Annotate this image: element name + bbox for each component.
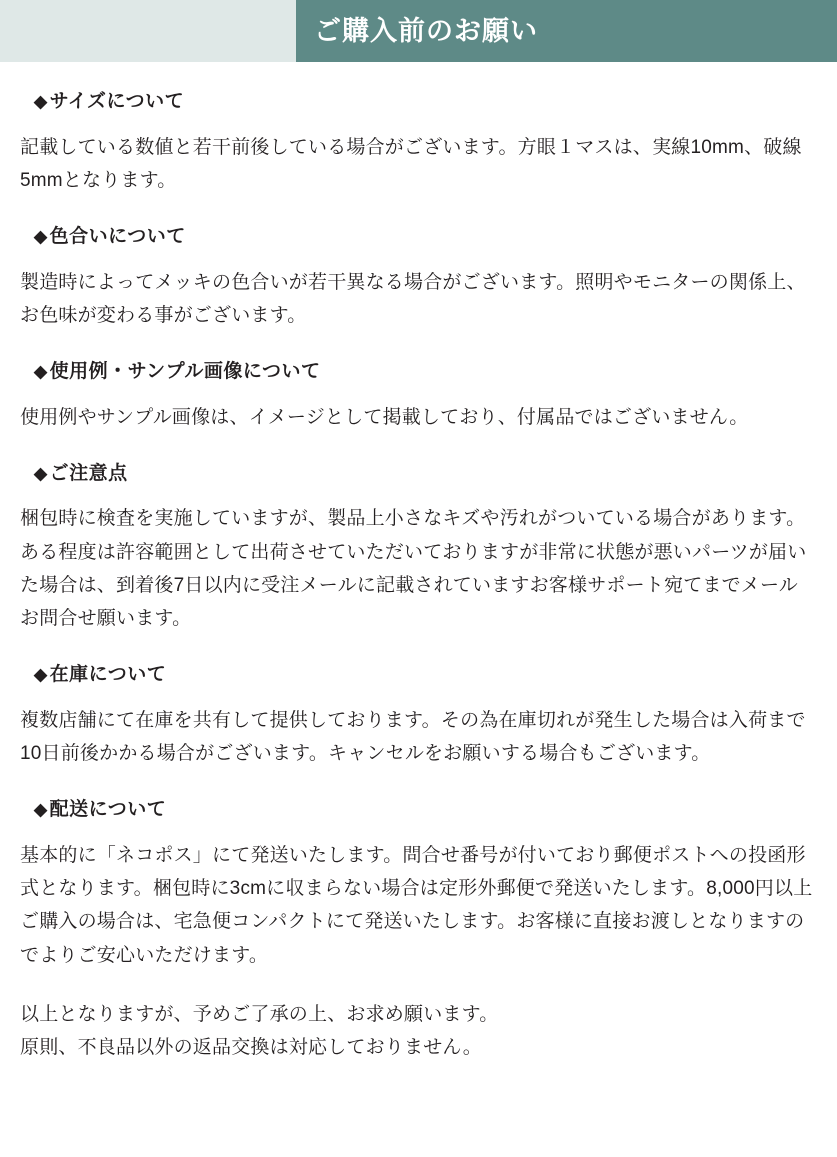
diamond-icon: ◆ [34, 463, 48, 483]
section-heading [18, 635, 819, 690]
section-heading-label: 在庫について [49, 664, 167, 686]
section-heading-label: 色合いについて [49, 226, 186, 247]
section-body: 記載している数値と若干前後している場合がございます。方眼１マスは、実線10mm、破線5mmとなります。 [20, 136, 802, 191]
section-heading-label: 使用例・サンプル画像について [49, 361, 321, 382]
section-sample-image [18, 332, 819, 434]
section-heading-label: ご注意点 [49, 462, 128, 484]
section-size [18, 62, 819, 197]
diamond-icon: ◆ [34, 362, 48, 381]
section-body: 使用例やサンプル画像は、イメージとして掲載しており、付属品ではございません。 [20, 406, 749, 428]
section-body: 梱包時に検査を実施していますが、製品上小さなキズや汚れがついている場合があります。ある程度は許容範囲として出荷させていただいておりますが非常に状態が悪いパーツが届いた場合は、到着後7日以内に受注メールに記載されていますお客様サポート宛てまでメールお問合せ願います。 [20, 508, 807, 629]
section-color [18, 197, 819, 332]
section-cautions [18, 434, 819, 636]
section-shipping [18, 770, 819, 972]
section-heading-label: サイズについて [49, 91, 185, 112]
page-header [0, 0, 837, 62]
diamond-icon: ◆ [34, 92, 48, 111]
diamond-icon: ◆ [34, 800, 48, 820]
section-heading [18, 197, 819, 252]
section-body: 複数店舗にて在庫を共有して提供しております。その為在庫切れが発生した場合は入荷まで10日前後かかる場合がございます。キャンセルをお願いする場合もございます。 [20, 709, 806, 764]
section-heading-label: 配送について [49, 799, 167, 821]
diamond-icon: ◆ [34, 665, 48, 685]
page-title: ご購入前のお願い [314, 16, 538, 46]
section-body: 製造時によってメッキの色合いが若干異なる場合がございます。照明やモニターの関係上、お色味が変わる事がございます。 [20, 271, 806, 326]
closing-note [18, 998, 819, 1065]
diamond-icon: ◆ [34, 227, 48, 246]
closing-line-2: 原則、不良品以外の返品交換は対応しておりません。 [20, 1037, 482, 1058]
section-heading [18, 62, 819, 117]
header-left-block [0, 0, 296, 62]
section-heading [18, 332, 819, 387]
section-heading [18, 434, 819, 489]
section-stock [18, 635, 819, 770]
section-heading [18, 770, 819, 825]
closing-line-1: 以上となりますが、予めご了承の上、お求め願います。 [20, 1003, 499, 1025]
section-body: 基本的に「ネコポス」にて発送いたします。問合せ番号が付いており郵便ポストへの投函形式となります。梱包時に3cmに収まらない場合は定形外郵便で発送いたします。8,000円以上ご購入の場合は、宅急便コンパクトにて発送いたします。お客様に直接お渡しとなりますのでよりご安心いただけます。 [20, 844, 813, 966]
notice-content [0, 62, 837, 1064]
